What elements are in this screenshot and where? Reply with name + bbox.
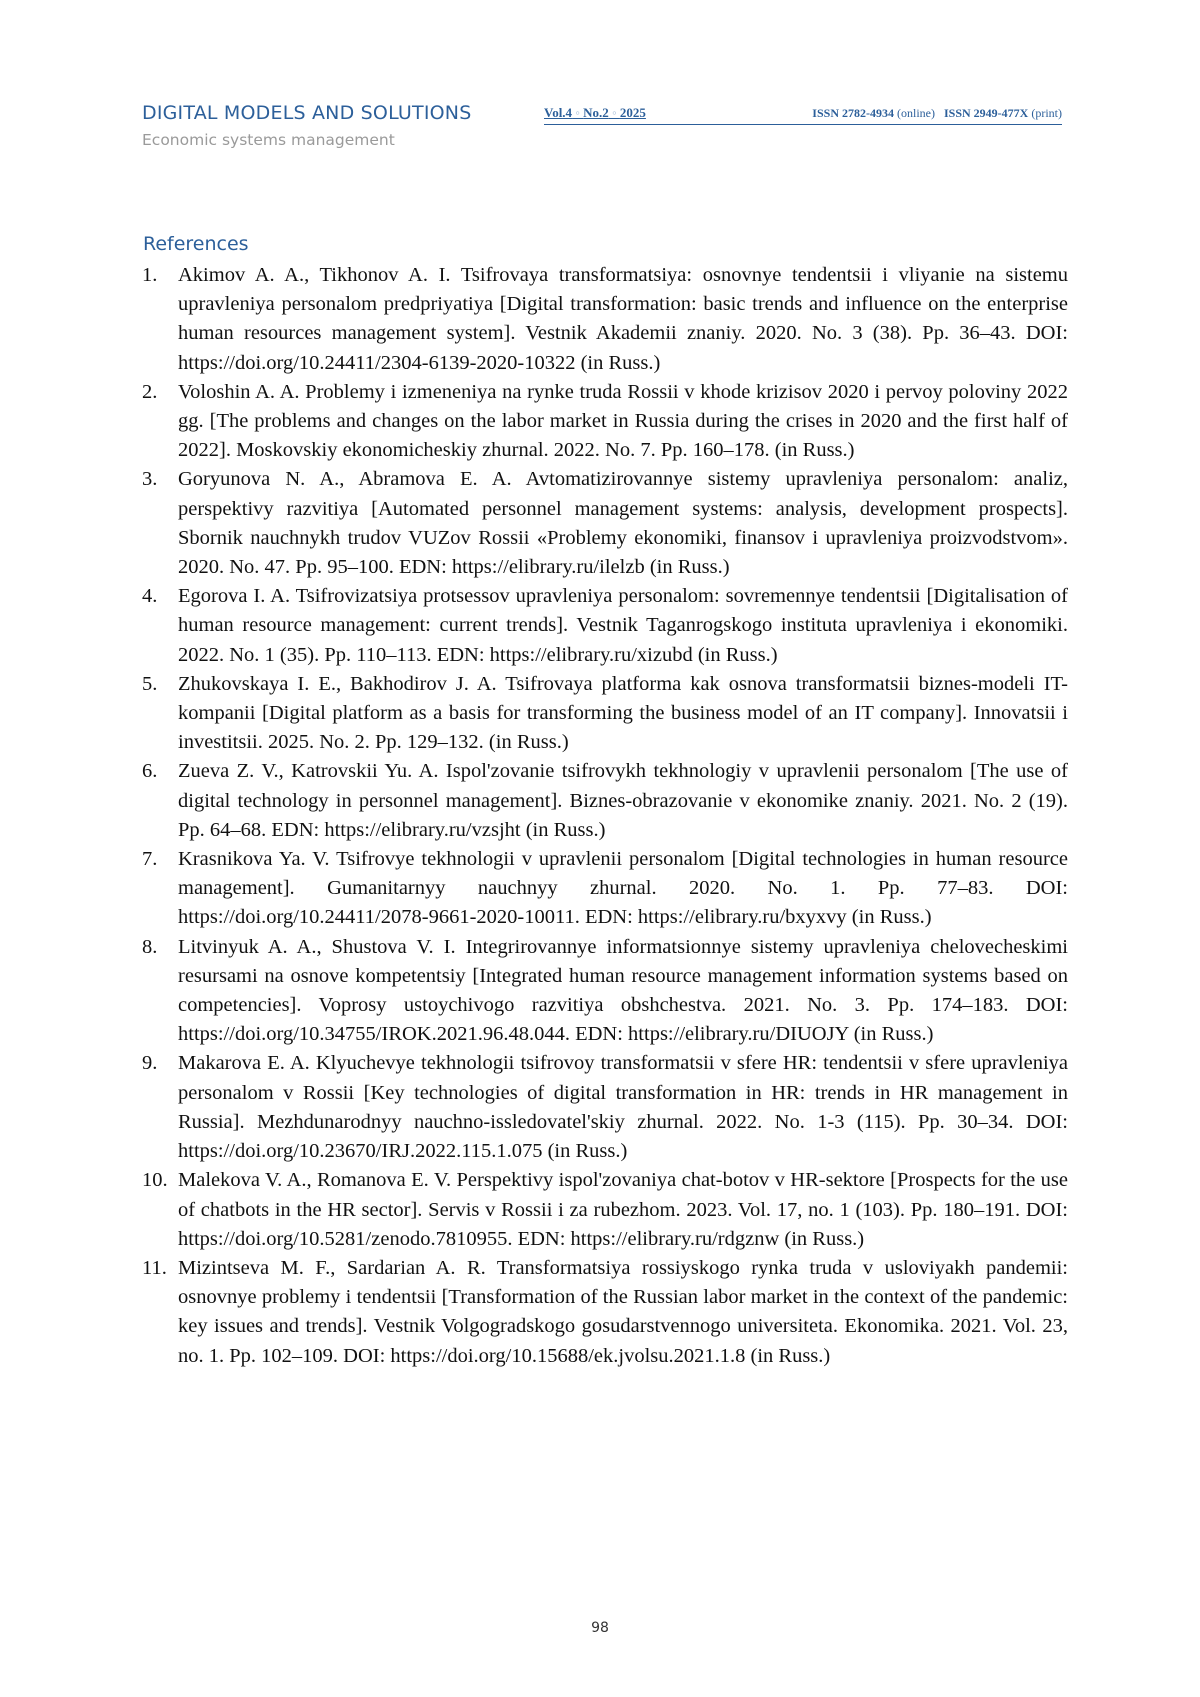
- reference-item: [142, 378, 1068, 466]
- reference-text: Mizintseva M. F., Sardarian A. R. Transformatsiya rossiyskogo rynka truda v usloviyakh pandemii: osnovnye problemy i tendentsii [Transformation of the Russian labor market in the context of the pandemic: key issues and trends]. Vestnik Volgogradskogo gosudarstvennogo universiteta. Ekonomika. 2021. Vol. 23, no. 1. Pp. 102–109. DOI: https://doi.org/10.15688/ek.jvolsu.2021.1.8 (in Russ.): [178, 1256, 1068, 1367]
- reference-item: [142, 261, 1068, 378]
- reference-text: Voloshin A. A. Problemy i izmeneniya na rynke truda Rossii v khode krizisov 2020 i pervoy poloviny 2022 gg. [The problems and changes on the labor market in Russia during the crises in 2020 and the first half of 2022]. Moskovskiy ekonomicheskiy zhurnal. 2022. No. 7. Pp. 160–178. (in Russ.): [178, 380, 1068, 462]
- reference-item: [142, 757, 1068, 845]
- issue-number: No.2: [583, 105, 609, 120]
- issn-print: ISSN 2949-477X: [943, 106, 1029, 120]
- reference-text: Goryunova N. A., Abramova E. A. Avtomatizirovannye sistemy upravleniya personalom: analiz, perspektivy razvitiya [Automated personnel management systems: analysis, development prospects]. Sbornik nauchnykh trudov VUZov Rossii «Problemy ekonomiki, finansov i upravleniya proizvodstvom». 2020. No. 47. Pp. 95–100. EDN: https://elibrary.ru/ilelzb (in Russ.): [178, 468, 1068, 579]
- reference-item: [142, 933, 1068, 1050]
- reference-number: 1.: [142, 264, 158, 286]
- reference-text: Makarova E. A. Klyuchevye tekhnologii tsifrovoy transformatsii v sfere HR: tendentsii v sfere upravleniya personalom v Rossii [Key technologies of digital transformation in HR: trends in HR management in Russia]. Mezhdunarodnyy nauchno-issledovatel'skiy zhurnal. 2022. No. 1-3 (115). Pp. 30–34. DOI: https://doi.org/10.23670/IRJ.2022.115.1.075 (in Russ.): [178, 1052, 1068, 1163]
- separator-dot: ◦: [608, 105, 620, 120]
- reference-text: Krasnikova Ya. V. Tsifrovye tekhnologii v upravlenii personalom [Digital technologies in human resource management]. Gumanitarnyy nauchnyy zhurnal. 2020. No. 1. Pp. 77–83. DOI: https://doi.org/10.24411/2078-9661-2020-10011. EDN: https://elibrary.ru/bxyxvy (in Russ.): [178, 848, 1068, 929]
- issue-year: 2025: [619, 105, 646, 120]
- reference-item: [142, 465, 1068, 582]
- reference-number: 3.: [142, 468, 158, 491]
- reference-number: 8.: [142, 935, 158, 958]
- issue-info-line: [544, 104, 1062, 125]
- issue-info: [544, 105, 646, 121]
- volume: Vol.4: [544, 105, 573, 120]
- reference-text: Litvinyuk A. A., Shustova V. I. Integrirovannye informatsionnye sistemy upravleniya chelovecheskimi resursami na osnove kompetentsiy [Integrated human resource management information systems based on competencies]. Voprosy ustoychivogo razvitiya obshchestva. 2021. No. 3. Pp. 174–183. DOI: https://doi.org/10.34755/IROK.2021.96.48.044. EDN: https://elibrary.ru/DIUOJY (in Russ.): [178, 935, 1068, 1046]
- issn-online-label: (online): [896, 106, 935, 120]
- reference-item: [142, 582, 1068, 670]
- reference-number: 9.: [142, 1052, 158, 1075]
- reference-item: [142, 1049, 1068, 1166]
- page-number: 98: [591, 1620, 609, 1636]
- reference-number: 2.: [142, 380, 158, 403]
- reference-number: 11.: [142, 1256, 167, 1279]
- issn-print-label: (print): [1031, 106, 1062, 120]
- reference-number: 7.: [142, 848, 158, 871]
- reference-text: Egorova I. A. Tsifrovizatsiya protsessov upravleniya personalom: sovremennye tendentsii [Digitalisation of human resource management: current trends]. Vestnik Taganrogskogo instituta upravleniya i ekonomiki. 2022. No. 1 (35). Pp. 110–113. EDN: https://elibrary.ru/xizubd (in Russ.): [178, 585, 1068, 666]
- reference-item: [142, 1166, 1068, 1254]
- journal-section-subtitle: Economic systems management: [142, 131, 395, 149]
- references-heading: References: [143, 233, 249, 255]
- reference-text: Malekova V. A., Romanova E. V. Perspektivy ispol'zovaniya chat-botov v HR-sektore [Prospects for the use of chatbots in the HR sector]. Servis v Rossii i za rubezhom. 2023. Vol. 17, no. 1 (103). Pp. 180–191. DOI: https://doi.org/10.5281/zenodo.7810955. EDN: https://elibrary.ru/rdgznw (in Russ.): [178, 1169, 1068, 1250]
- reference-number: 10.: [142, 1169, 168, 1192]
- reference-number: 4.: [142, 585, 158, 608]
- issn-online: ISSN 2782-4934: [812, 106, 894, 120]
- separator-dot: ◦: [572, 105, 584, 120]
- reference-text: Akimov A. A., Tikhonov A. I. Tsifrovaya transformatsiya: osnovnye tendentsii i vliyanie na sistemu upravleniya personalom predpriyatiya [Digital transformation: basic trends and influence on the enterprise human resources management system]. Vestnik Akademii znaniy. 2020. No. 3 (38). Pp. 36–43. DOI: https://doi.org/10.24411/2304-6139-2020-10322 (in Russ.): [178, 264, 1068, 374]
- reference-text: Zhukovskaya I. E., Bakhodirov J. A. Tsifrovaya platforma kak osnova transformatsii biznes-modeli IT-kompanii [Digital platform as a basis for transforming the business model of an IT company]. Innovatsii i investitsii. 2025. No. 2. Pp. 129–132. (in Russ.): [178, 672, 1068, 754]
- reference-number: 6.: [142, 760, 158, 783]
- issn-info: [812, 106, 1062, 121]
- reference-number: 5.: [142, 672, 158, 695]
- reference-item: [142, 1254, 1068, 1371]
- references-list: [142, 261, 1068, 1371]
- reference-item: [142, 845, 1068, 933]
- reference-text: Zueva Z. V., Katrovskii Yu. A. Ispol'zovanie tsifrovykh tekhnologiy v upravlenii personalom [The use of digital technology in personnel management]. Biznes-obrazovanie v ekonomike znaniy. 2021. No. 2 (19). Pp. 64–68. EDN: https://elibrary.ru/vzsjht (in Russ.): [178, 760, 1068, 841]
- reference-item: [142, 670, 1068, 758]
- journal-title: DIGITAL MODELS AND SOLUTIONS: [142, 102, 472, 124]
